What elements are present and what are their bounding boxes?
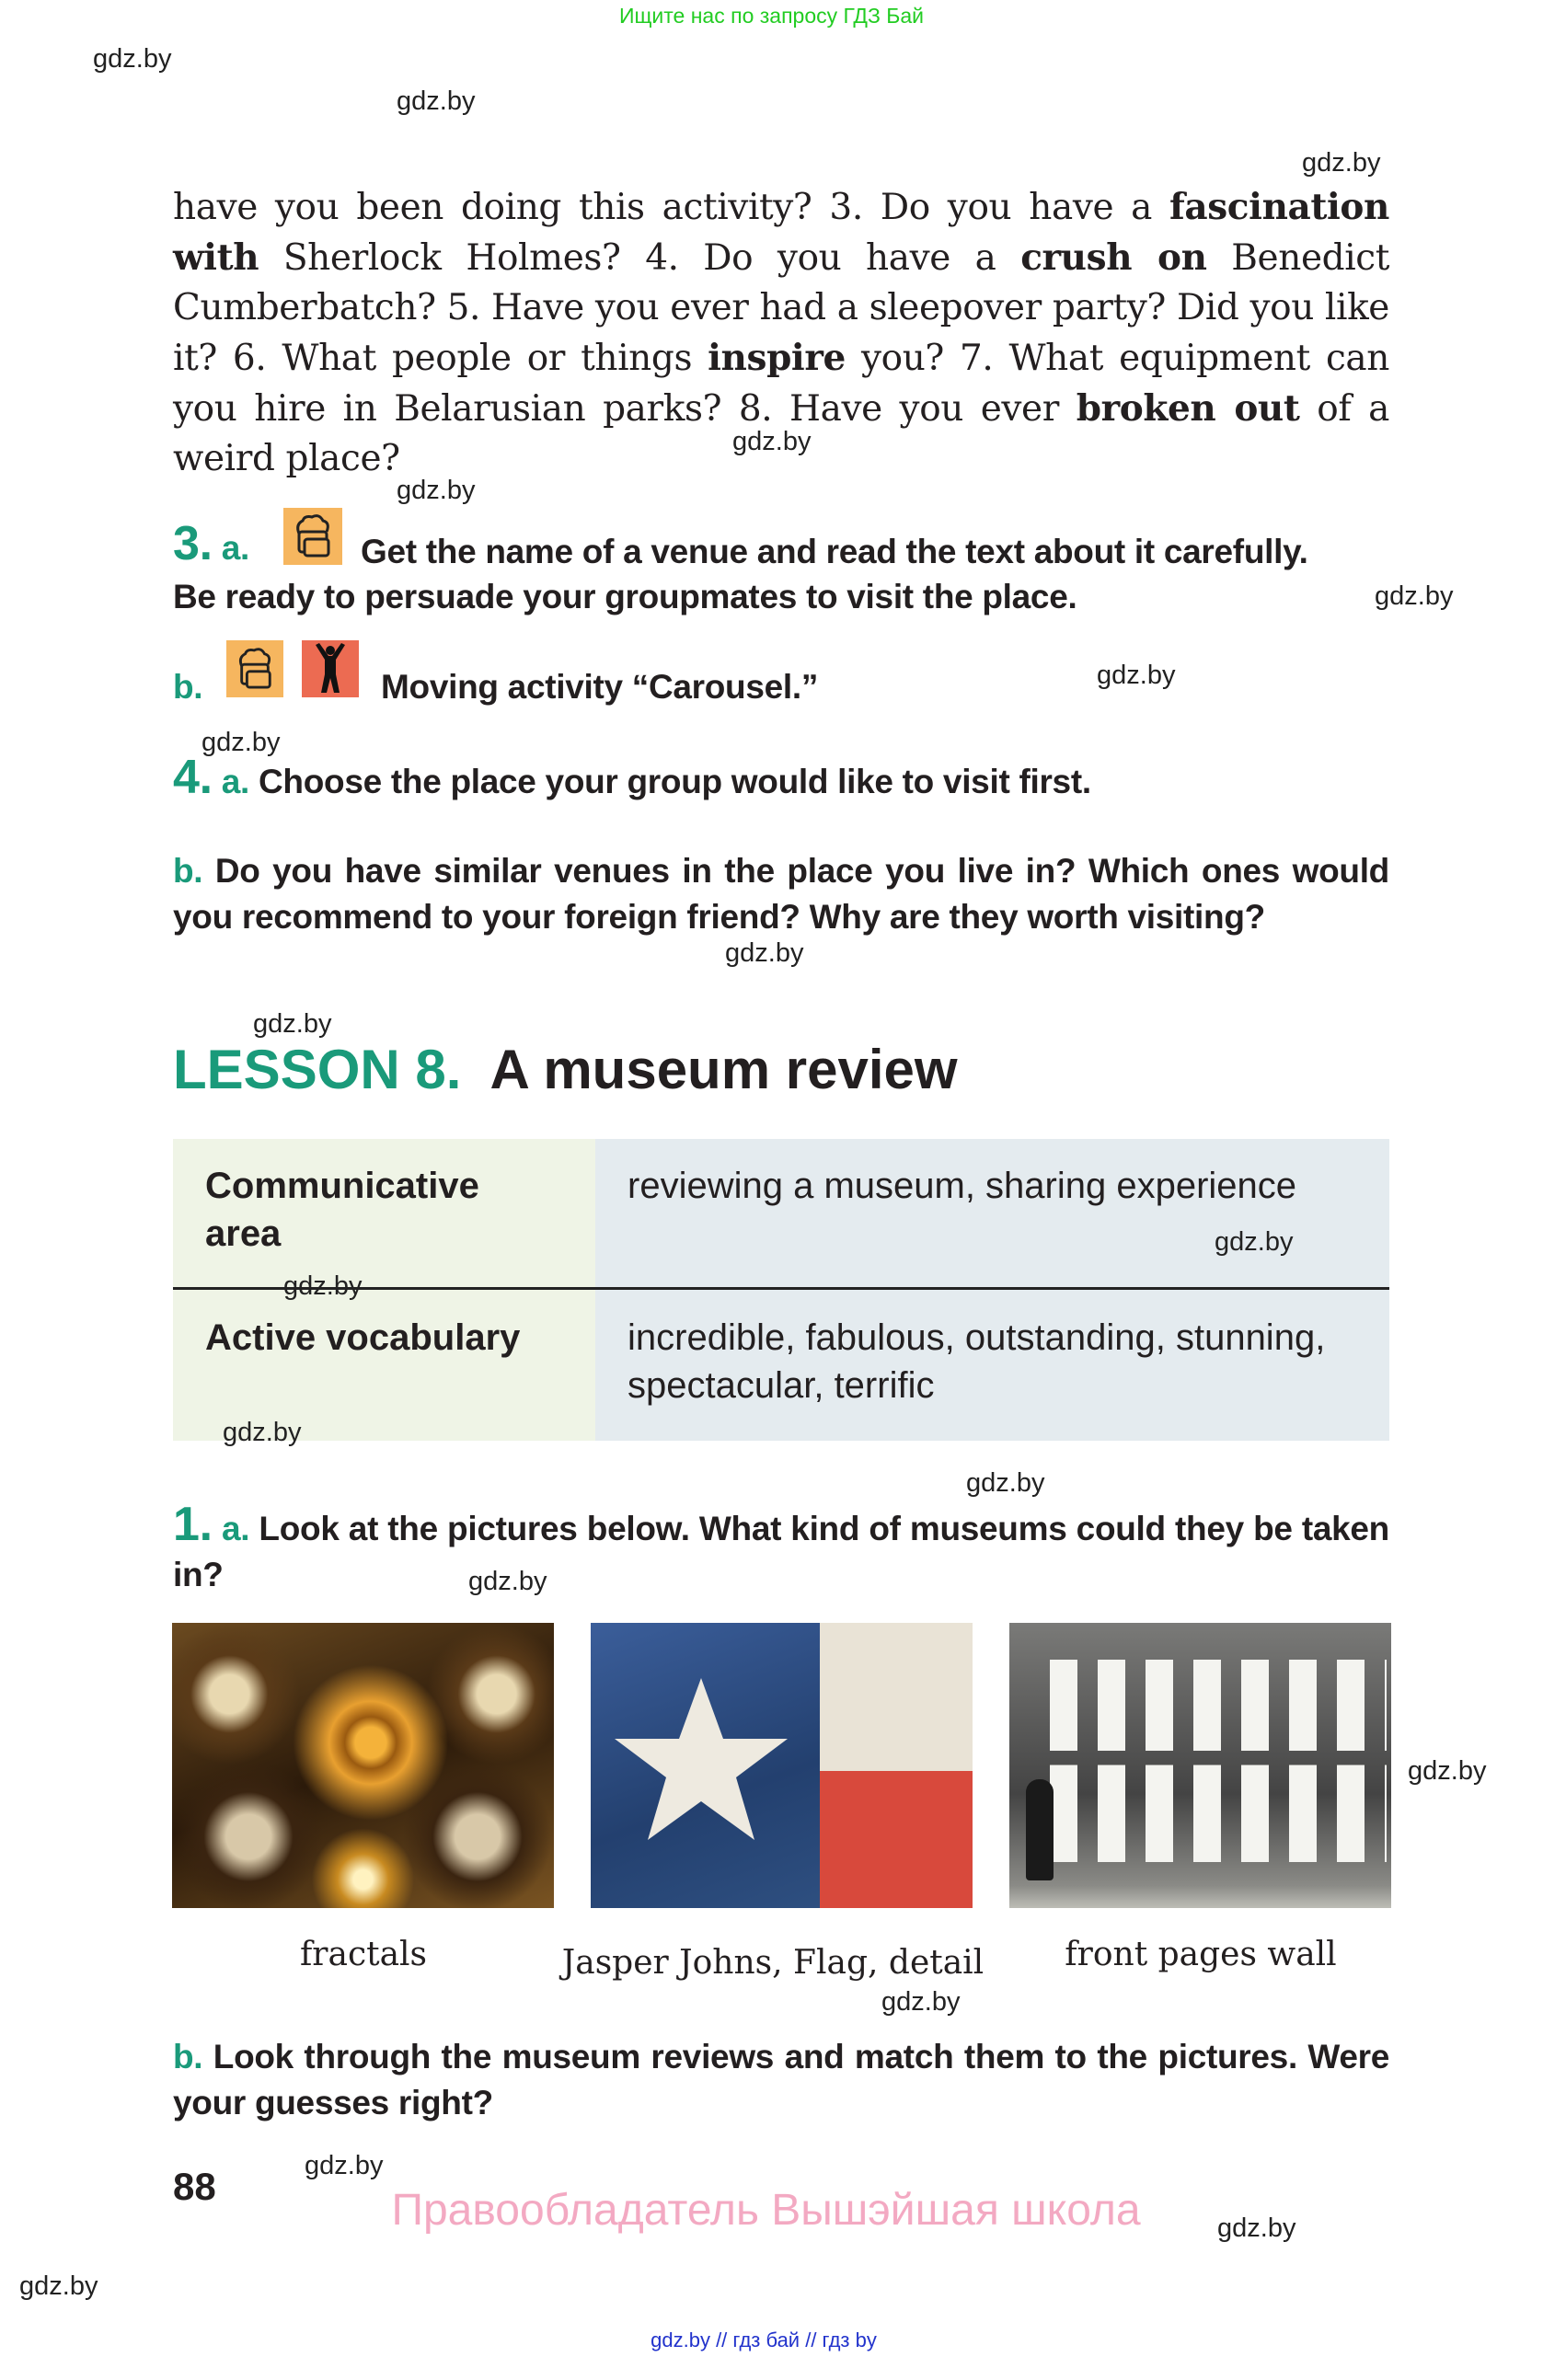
fractals-picture <box>172 1623 554 1908</box>
watermark: gdz.by <box>1215 1227 1294 1257</box>
row-value: incredible, fabulous, outstanding, stunning, spectacular, terrific <box>628 1317 1326 1406</box>
group-work-icon <box>283 508 342 565</box>
lesson-heading <box>173 1038 958 1101</box>
picture-caption: front pages wall <box>1065 1936 1337 1973</box>
task-3b-text: Moving activity “Carousel.” <box>381 668 819 706</box>
task-4b-text: Do you have similar venues in the place you live in? Which ones would you recommend to your foreign friend? Why are they worth visiting? <box>173 852 1389 936</box>
watermark: gdz.by <box>305 2151 384 2180</box>
task-letter: b. <box>173 852 203 890</box>
intro-paragraph <box>173 182 1389 484</box>
front-pages-picture <box>1009 1623 1391 1908</box>
vocab-term: inspire <box>708 337 846 379</box>
text-run: Benedict Cumberbatch? 5. Have you ever had a sleepover party? Did you like it? 6. What people or things <box>173 237 1389 379</box>
star-icon <box>609 1669 793 1853</box>
watermark: gdz.by <box>725 938 804 968</box>
watermark: gdz.by <box>1097 661 1176 690</box>
task-3a <box>173 517 250 571</box>
watermark: gdz.by <box>732 427 812 456</box>
task-letter: b. <box>173 2038 203 2075</box>
row-label: Communicative area <box>205 1166 479 1254</box>
watermark: gdz.by <box>19 2271 98 2301</box>
footer-links: gdz.by // гдз бай // гдз by <box>651 2328 877 2351</box>
task-number: 3. <box>173 517 213 570</box>
page-number: 88 <box>173 2165 216 2208</box>
visitor-figure <box>1026 1779 1054 1880</box>
watermark: gdz.by <box>1302 148 1381 178</box>
text-run: you? 7. What equipment can you hire in Belarusian parks? 8. Have you ever <box>173 338 1390 430</box>
watermark: gdz.by <box>468 1567 547 1596</box>
watermark: gdz.by <box>881 1987 961 2017</box>
task-3b <box>173 664 202 710</box>
text-run: of a weird place? <box>173 388 1389 479</box>
row-label: Active vocabulary <box>205 1317 521 1358</box>
text-run: Sherlock Holmes? 4. Do you have a <box>259 237 1021 279</box>
task-1a <box>173 1498 1389 1598</box>
task-number: 4. <box>173 751 213 804</box>
task-letter: b. <box>173 668 203 706</box>
search-hint: Ищите нас по запросу ГДЗ Бай <box>618 4 925 28</box>
task-3a-text-line1: Get the name of a venue and read the text about it carefully. <box>361 533 1308 570</box>
moving-activity-icon <box>302 640 359 697</box>
task-1a-text: Look at the pictures below. What kind of museums could they be taken in? <box>173 1510 1389 1593</box>
group-work-icon <box>226 640 283 697</box>
task-4a-text: Choose the place your group would like to visit first. <box>259 763 1091 800</box>
watermark: gdz.by <box>397 86 476 116</box>
watermark: gdz.by <box>93 44 172 74</box>
picture-caption: fractals <box>299 1936 428 1973</box>
newspaper-grid <box>1037 1660 1387 1862</box>
watermark: gdz.by <box>202 728 281 757</box>
vocab-term: broken out <box>1076 387 1300 430</box>
task-letter: a. <box>221 763 250 800</box>
task-1b-text: Look through the museum reviews and match them to the pictures. Were your guesses right? <box>173 2038 1390 2121</box>
watermark: gdz.by <box>966 1468 1045 1498</box>
row-value: reviewing a museum, sharing experience <box>628 1166 1297 1206</box>
task-4b <box>173 848 1389 940</box>
lesson-number: LESSON 8. <box>173 1039 462 1100</box>
watermark: gdz.by <box>223 1418 302 1447</box>
task-number: 1. <box>173 1498 213 1551</box>
lesson-title: A museum review <box>489 1039 958 1100</box>
watermark: gdz.by <box>397 476 476 505</box>
rights-holder: Правообладатель Вышэйшая школа <box>391 2186 1141 2235</box>
task-3a-text-line2: Be ready to persuade your groupmates to visit the place. <box>173 578 1077 615</box>
watermark: gdz.by <box>1408 1756 1487 1786</box>
watermark: gdz.by <box>283 1271 363 1301</box>
watermark: gdz.by <box>253 1009 332 1039</box>
vocab-term: crush on <box>1020 236 1207 279</box>
vocab-term: fascination with <box>173 186 1389 279</box>
task-letter: a. <box>221 1510 250 1547</box>
watermark: gdz.by <box>1217 2213 1296 2243</box>
task-letter: a. <box>221 529 250 567</box>
text-run: have you been doing this activity? 3. Do you have a <box>173 187 1169 228</box>
picture-caption: Jasper Johns, Flag, detail <box>561 1944 985 1982</box>
watermark: gdz.by <box>1375 581 1454 611</box>
task-1b <box>173 2034 1389 2126</box>
task-4a <box>173 751 1091 805</box>
flag-picture <box>591 1623 973 1908</box>
